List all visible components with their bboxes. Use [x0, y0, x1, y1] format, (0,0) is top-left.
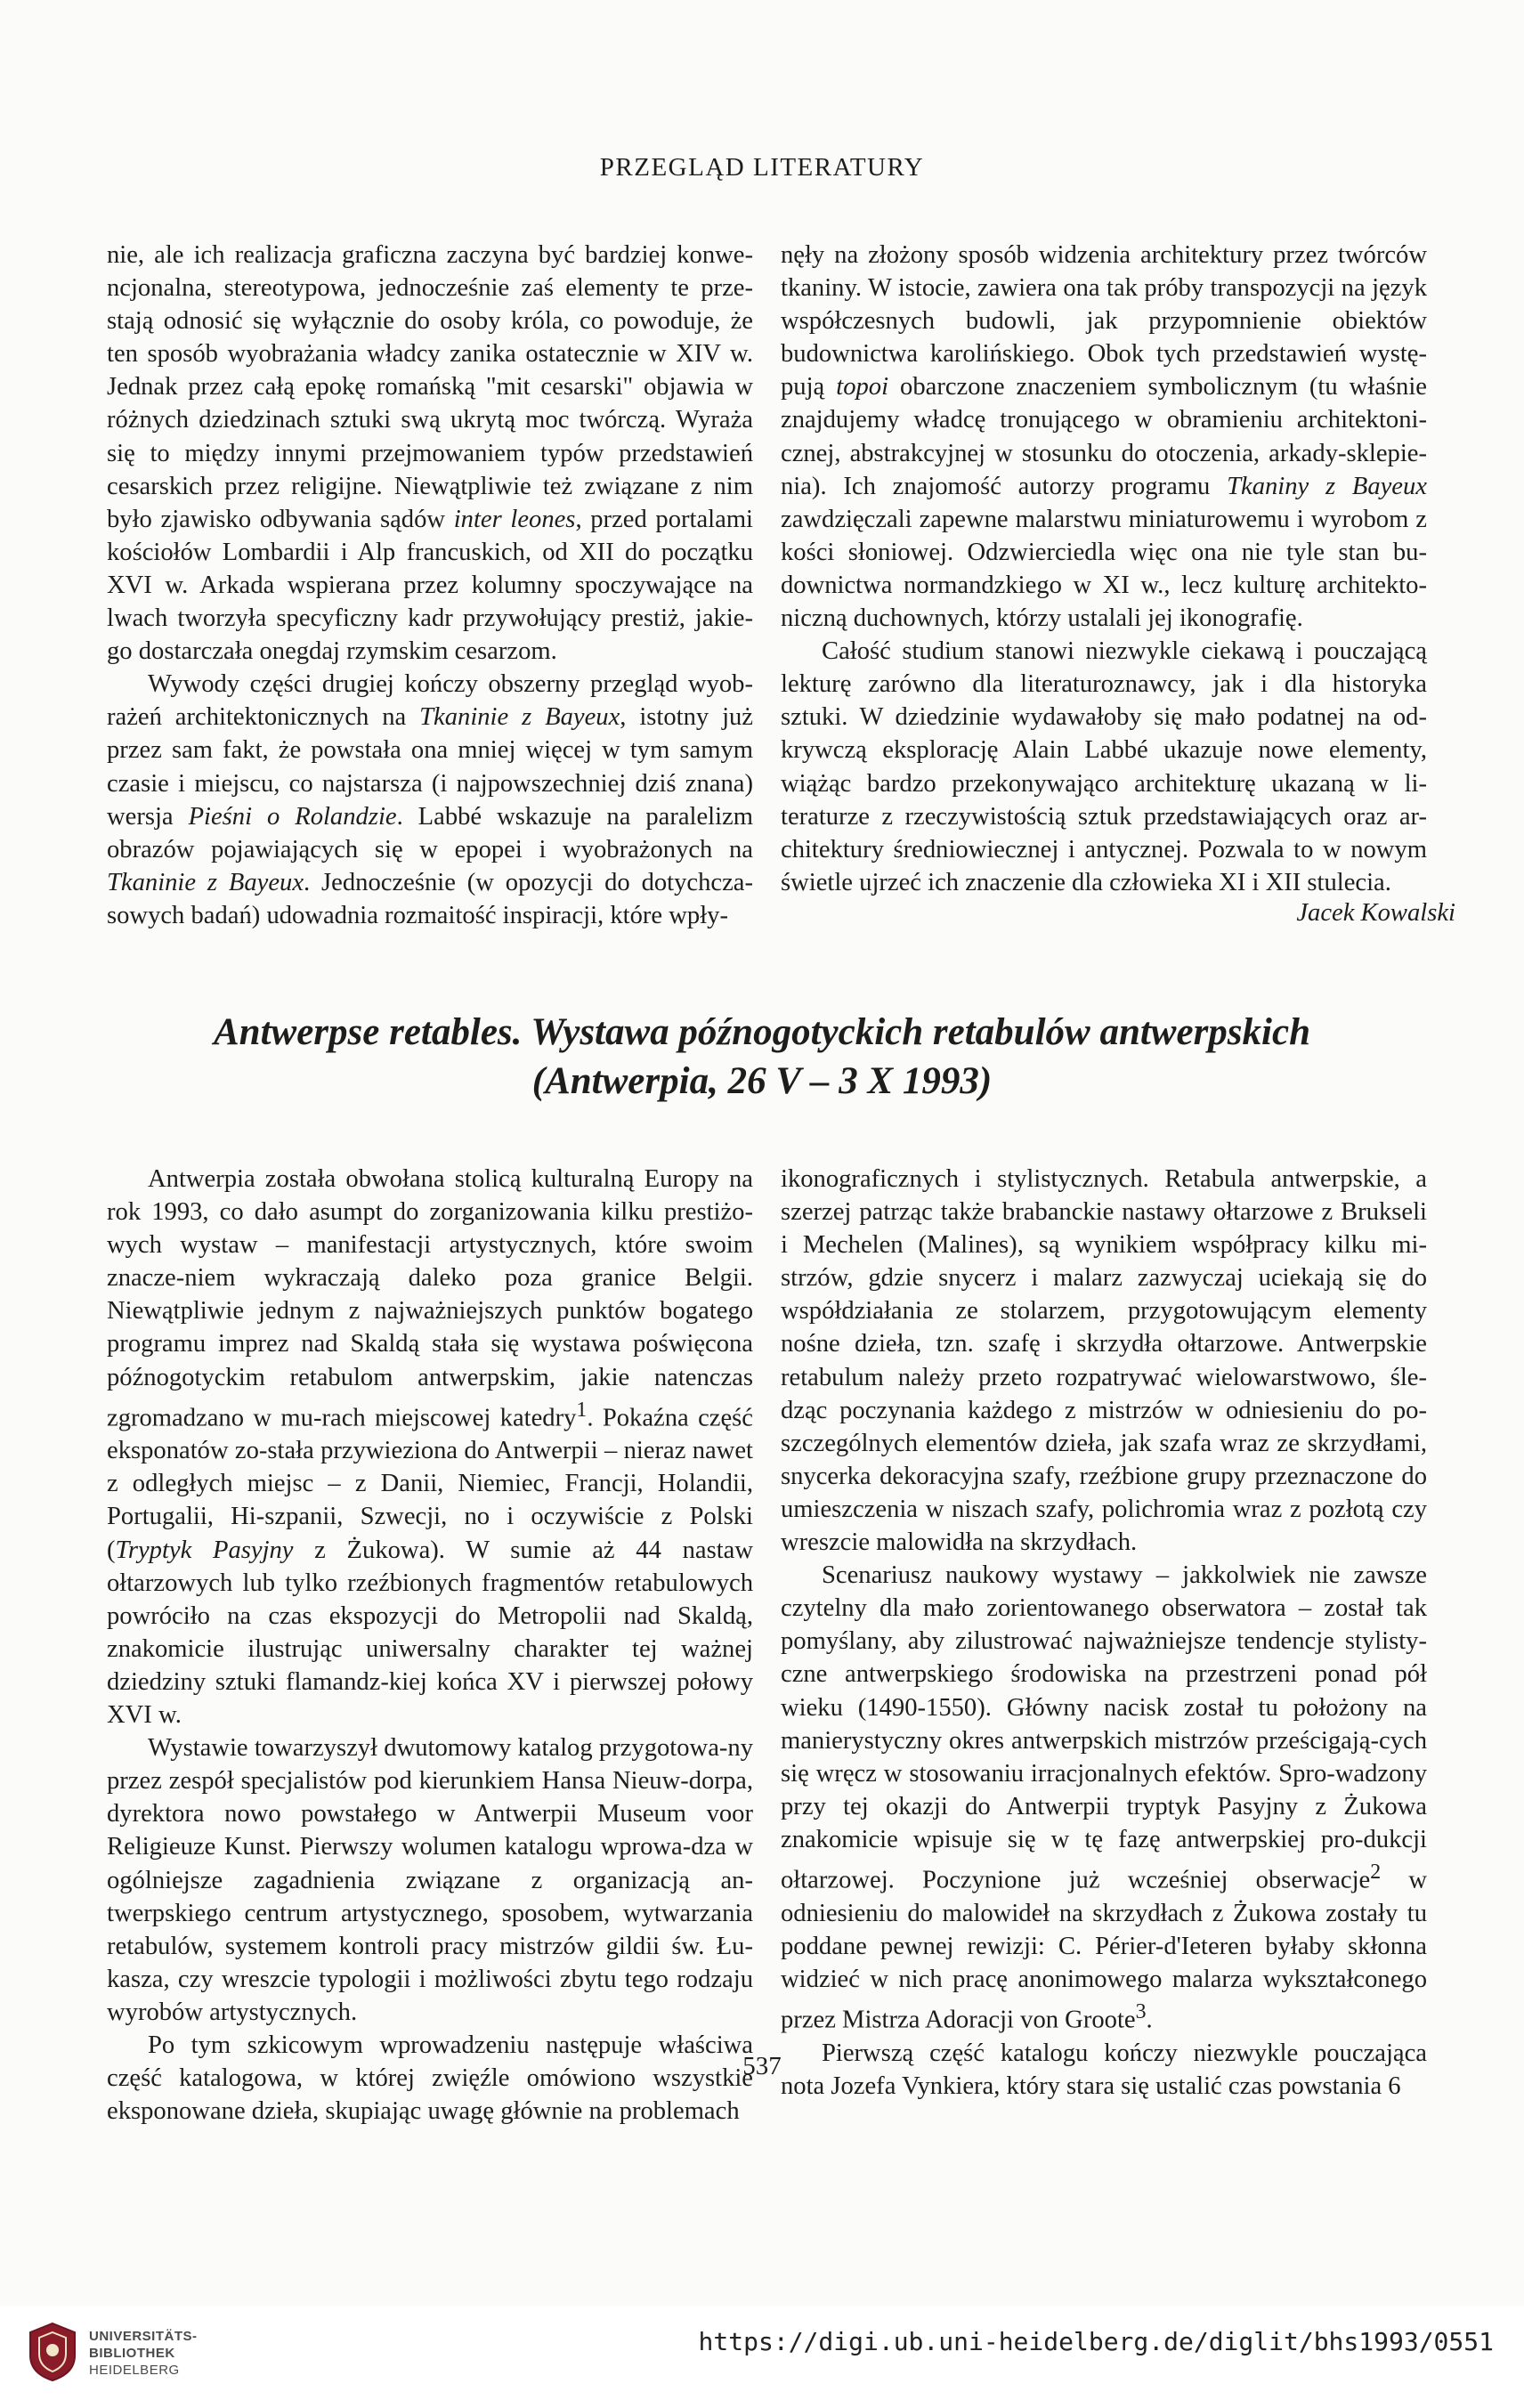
logo-text-line-2: BIBLIOTHEK [89, 2346, 175, 2361]
review2-left-paragraph-1: Antwerpia została obwołana stolicą kulturalną Europy na rok 1993, co dało asumpt do zorganizowania kilku prestiżo-wych wystaw – manifestacji artystycznych, które swoim znacze-niem wykraczają daleko poza granice Belgii. Niewątpliwie jednym z najważniejszych punktów bogatego programu imprez nad Skaldą stała się wystawa poświęcona późnogotyckim retabulom antwerpskim, jakie natenczas zgromadzano w mu-rach miejscowej katedry$^1$. Pokaźna część eksponatów zo-stała przywieziona do Antwerpii – nieraz nawet z odległych miejsc – z Danii, Niemiec, Francji, Holandii, Portugalii, Hi-szpanii, Szwecji, no i oczywiście z Polski (Tryptyk Pasyjny z Żukowa). W sumie aż 44 nastaw ołtarzowych lub tylko rzeźbionych fragmentów retabulowych powróciło na czas ekspozycji do Metropolii nad Skaldą, znakomicie ilustrując uniwersalny charakter tej ważnej dziedziny sztuki flamandz-kiej końca XV i pierwszej połowy XVI w. [107, 1165, 753, 1730]
review1-work-title: Tkaninie z Bayeux [107, 868, 304, 896]
review1-latin-term: inter leones [453, 505, 576, 533]
review2-right-paragraph-2: Scenariusz naukowy wystawy – jakkolwiek nie zawsze czytelny dla mało zorientowanego obserwatora – został tak pomyślany, aby zilustrować najważniejsze tendencje stylisty-czne antwerpskiego środowiska na przestrzeni ponad pół wieku (1490-1550). Główny nacisk został tu położony na manierystyczny okres antwerpskich mistrzów prześcigają-cych się wręcz w stosowaniu irracjonalnych efektów. Spro-wadzony przy tej okazji do Antwerpii tryptyk Pasyjny z Żukowa znakomicie wpisuje się w tę fazę antwerpskiej pro-dukcji ołtarzowej. Poczynione już wcześniej obserwacje$^2$ w odniesieniu do malowideł na skrzydłach z Żukowa zostały tu poddane pewnej rewizji: C. Périer-d'Ieteren byłaby skłonna widzieć w nich pracę anonimowego malarza wykształconego przez Mistrza Adoracji von Groote$^3$. [781, 1561, 1427, 2034]
review1-right-column [781, 239, 1427, 899]
university-seal-icon [27, 2322, 78, 2382]
footnote-ref: 3 [1135, 1999, 1147, 2023]
review2-left-paragraph-2: Wystawie towarzyszył dwutomowy katalog przygotowa-ny przez zespół specjalistów pod kierunkiem Hansa Nieuw-dorpa, dyrektora nowo powstałego w Antwerpii Museum voor Religieuze Kunst. Pierwszy wolumen katalogu wprowa-dza w ogólniejsze zagadnienia związane z organizacją an-twerpskiego centrum artystycznego, sposobem, wytwarzania retabulów, systemem kontroli pracy mistrzów gildii św. Łu-kasza, czy wreszcie typologii i możliwości zbytu tego rodzaju wyrobów artystycznych. [107, 1734, 753, 2026]
review1-author-signature: Jacek Kowalski [1296, 899, 1455, 927]
review2-work-title: Tryptyk Pasyjny [115, 1536, 294, 1564]
review2-left-column [107, 1163, 753, 2128]
review1-right-paragraph-1: nęły na złożony sposób widzenia architektury przez twórców tkaniny. W istocie, zawiera ona tak próby transpozycji na język współczesnych budowli, jak przypomnienie obiektów budownictwa karolińskiego. Obok tych przedstawień wystę-pują topoi obarczone znaczeniem symbolicznym (tu właśnie znajdujemy władcę tronującego w obramieniu architektoni-cznej, abstrakcyjnej w stosunku do otoczenia, arkady-sklepie-nia). Ich znajomość autorzy programu Tkaniny z Bayeux zawdzięczali zapewne malarstwu miniaturowemu i wyrobom z kości słoniowej. Odzwierciedla więc ona nie tyle stan bu-downictwa normandzkiego w XI w., lecz kulturę architekto-niczną duchownych, którzy ustalali jej ikonografię. [781, 241, 1427, 633]
source-url-link[interactable]: https://digi.ub.uni-heidelberg.de/diglit/bhs1993/0551 [698, 2327, 1494, 2356]
review1-left-column [107, 239, 753, 932]
running-head: PRZEGLĄD LITERATURY [599, 153, 925, 182]
review2-title-line-1: Antwerpse retables. Wystawa późnogotyckich retabulów antwerpskich [214, 1011, 1310, 1053]
review1-right-paragraph-2: Całość studium stanowi niezwykle ciekawą i pouczającą lekturę zarówno dla literaturoznawcy, jak i dla historyka sztuki. W dziedzinie wydawałoby się mało podatnej na od-krywczą eksplorację Alain Labbé ukazuje nowe elementy, wiążąc bardzo przekonywająco architekturę ukazaną w li-teraturze z rzeczywistością sztuk przedstawiających oraz ar-chitektury średniowiecznej i antycznej. Pozwala to w nowym świetle ujrzeć ich znaczenie dla człowieka XI i XII stulecia. [781, 637, 1427, 896]
review2-right-column [781, 1163, 1427, 2103]
logo-text-line-1: UNIVERSITÄTS- [89, 2329, 198, 2344]
review1-work-title: Pieśni o Rolandzie [188, 802, 397, 831]
review1-latin-term: topoi [836, 373, 889, 401]
review2-left-paragraph-3: Po tym szkicowym wprowadzeniu następuje właściwa część katalogowa, w której zwięźle omówiono wszystkie eksponowane dzieła, skupiając uwagę głównie na problemach [107, 2031, 753, 2126]
review1-work-title: Tkaninie z Bayeux [419, 703, 620, 732]
review1-left-paragraph-2: Wywody części drugiej kończy obszerny przegląd wyob-rażeń architektonicznych na Tkaninie z Bayeux, istotny już przez sam fakt, że powstała ona mniej więcej w tym samym czasie i miejscu, co najstarsza (i najpowszechniej dziś znana) wersja Pieśni o Rolandzie. Labbé wskazuje na paralelizm obrazów pojawiających się w epopei i wyobrażonych na Tkaninie z Bayeux. Jednocześnie (w opozycji do dotychcza-sowych badań) udowadnia rozmaitość inspiracji, które wpły- [107, 670, 754, 929]
review2-title [0, 1008, 1524, 1106]
review2-title-line-2: (Antwerpia, 26 V – 3 X 1993) [531, 1060, 993, 1102]
review2-right-paragraph-3: Pierwszą część katalogu kończy niezwykle pouczająca nota Jozefa Vynkiera, który stara się ustalić czas powstania 6 [781, 2039, 1427, 2100]
logo-text-line-3: HEIDELBERG [89, 2363, 180, 2378]
review2-right-paragraph-1: ikonograficznych i stylistycznych. Retabula antwerpskie, a szerzej patrząc także brabanckie nastawy ołtarzowe z Brukseli i Mechelen (Malines), są wynikiem współpracy kilku mi-strzów, gdzie snycerz i malarz zazwyczaj uciekają się do współdziałania ze stolarzem, przygotowującym elementy nośne dzieła, tzn. szafę i skrzydła ołtarzowe. Antwerpskie retabulum należy przeto rozpatrywać wielowarstwowo, śle-dząc poczynania każdego z mistrzów w odniesieniu do po-szczególnych elementów dzieła, jak szafa wraz ze skrzydłami, snycerka dekoracyjna szafy, rzeźbione grupy przeznaczone do umieszczenia w niszach szafy, polichromia wraz z pozłotą czy wreszcie malowidła na skrzydłach. [781, 1165, 1427, 1557]
library-logo[interactable] [27, 2316, 401, 2396]
page-number: 537 [742, 2052, 782, 2080]
footnote-ref: 1 [576, 1398, 588, 1422]
review1-work-title: Tkaniny z Bayeux [1227, 472, 1427, 500]
footnote-ref: 2 [1370, 1860, 1382, 1884]
review1-left-paragraph-1: nie, ale ich realizacja graficzna zaczyna być bardziej konwe-ncjonalna, stereotypowa, jednocześnie zaś elementy te prze-stają odnosić się wyłącznie do osoby króla, co powoduje, że ten sposób wyobrażania władcy zanika ostatecznie w XIV w. Jednak przez całą epokę romańską "mit cesarski" objawia w różnych dziedzinach sztuki swą ukrytą moc twórczą. Wyraża się to między innymi przejmowaniem typów przedstawień cesarskich przez religijne. Niewątpliwie też związane z nim było zjawisko odbywania sądów inter leones, przed portalami kościołów Lombardii i Alp francuskich, od XII do początku XVI w. Arkada wspierana przez kolumny spoczywające na lwach tworzyła specyficzny kadr przywołujący prestiż, jakie-go dostarczała onegdaj rzymskim cesarzom. [107, 241, 754, 666]
